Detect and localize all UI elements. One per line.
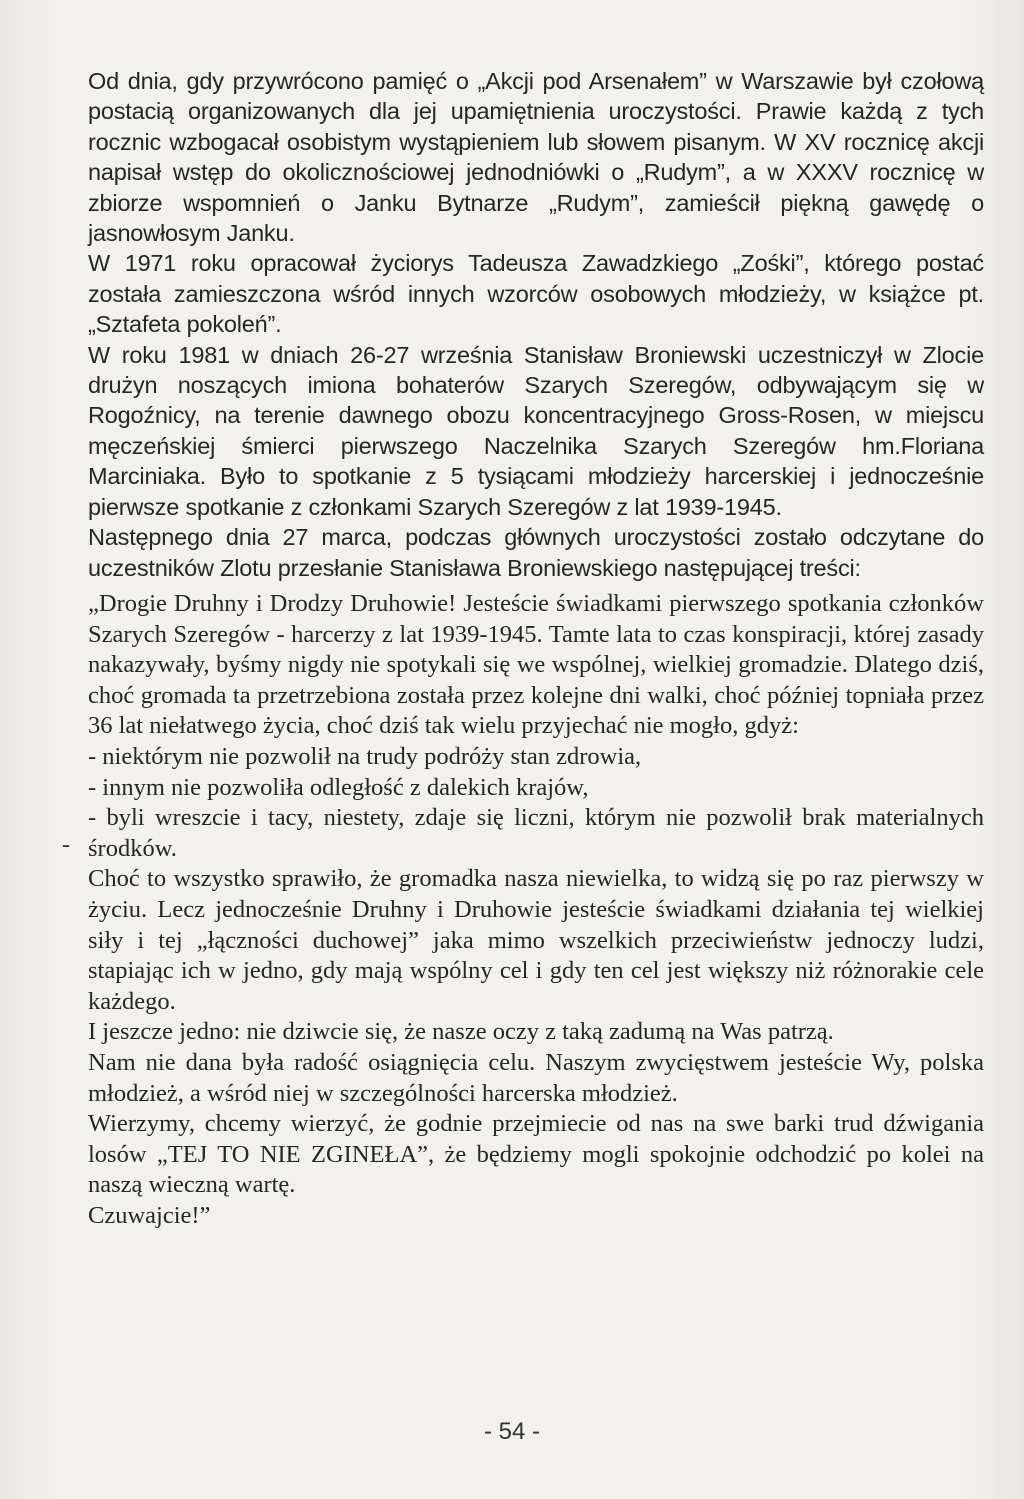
quote-list-item-distance: - innym nie pozwoliła odległość z dalekich krajów,: [88, 773, 589, 801]
quoted-message-section: [88, 589, 984, 1231]
page-number: - 54 -: [483, 1418, 540, 1445]
paragraph-message-intro: Następnego dnia 27 marca, podczas głównych uroczystości zostało odczytane do uczestników Zlotu przesłanie Stanisława Broniewskiego następującej treści:: [88, 524, 984, 581]
biography-text-section: [88, 66, 984, 583]
quote-paragraph-victory: Nam nie dana była radość osiągnięcia celu. Naszym zwycięstwem jesteście Wy, polska młodzież, a wśród niej w szczególności harcerska młodzież.: [88, 1048, 984, 1107]
paragraph-rogoznica-rally: W roku 1981 w dniach 26-27 września Stanisław Broniewski uczestniczył w Zlocie drużyn noszących imiona bohaterów Szarych Szeregów, odbywającym się w Rogoźnicy, na terenie dawnego obozu koncentracyjnego Gross-Rosen, w miejscu męczeńskiej śmierci pierwszego Naczelnika Szarych Szeregów hm.Floriana Marciniaka. Było to spotkanie z 5 tysiącami młodzieży harcerskiej i jednocześnie pierwsze spotkanie z członkami Szarych Szeregów z lat 1939-1945.: [88, 341, 984, 520]
quote-paragraph-one-more-thing: I jeszcze jedno: nie dziwcie się, że nasze oczy z taką zadumą na Was patrzą.: [88, 1018, 834, 1046]
paragraph-zoska-biography: W 1971 roku opracował życiorys Tadeusza Zawadzkiego „Zośki”, którego postać została zamieszczona wśród innych wzorców osobowych młodzieży, w książce pt. „Sztafeta pokoleń”.: [88, 250, 984, 338]
quote-paragraph-spiritual-bond: Choć to wszystko sprawiło, że gromadka nasza niewielka, to widzą się po raz pierwszy w życiu. Lecz jednocześnie Druhny i Druhowie jesteście świadkami działania tej wielkiej siły i tej „łączności duchowej” jaka mimo wszelkich przeciwieństw jednoczy ludzi, stapiając ich w jedno, gdy mają wspólny cel i gdy ten cel jest większy niż różnorakie cele każdego.: [88, 865, 984, 1015]
paragraph-arsenal-commemorations: Od dnia, gdy przywrócono pamięć o „Akcji pod Arsenałem” w Warszawie był czołową postacią organizowanych dla jej upamiętnienia uroczystości. Prawie każdą z tych rocznic wzbogacał osobistym wystąpieniem lub słowem pisanym. W XV rocznicę akcji napisał wstęp do okolicznościowej jednodniówki o „Rudym”, a w XXXV rocznicę w zbiorze wspomnień o Janku Bytnarze „Rudym”, zamieścił piękną gawędę o jasnowłosym Janku.: [88, 68, 984, 247]
quote-paragraph-belief: Wierzymy, chcemy wierzyć, że godnie przejmiecie od nas na swe barki trud dźwigania losów „TEJ TO NIE ZGINEŁA”, że będziemy mogli spokojnie odchodzić po kolei na naszą wieczną wartę.: [88, 1110, 984, 1199]
quote-list-item-health: - niektórym nie pozwolił na trudy podróży stan zdrowia,: [88, 742, 642, 770]
quote-list-item-means: - byli wreszcie i tacy, niestety, zdaje się liczni, którym nie pozwolił brak materialnych środków.: [88, 804, 984, 862]
quote-paragraph-greeting: „Drogie Druhny i Drodzy Druhowie! Jesteście świadkami pierwszego spotkania członków Szarych Szeregów - harcerzy z lat 1939-1945. Tamte lata to czas konspiracji, której zasady nakazywały, byśmy nigdy nie spotykali się we wspólnej, wielkiej gromadzie. Dlatego dziś, choć gromada ta przetrzebiona została przez kolejne dni walki, choć później topniała przez 36 lat niełatwego życia, choć dziś tak wielu przyjechać nie mogło, gdyż:: [88, 590, 984, 740]
margin-mark: -: [62, 832, 70, 858]
quote-paragraph-closing: Czuwajcie!”: [88, 1201, 211, 1229]
